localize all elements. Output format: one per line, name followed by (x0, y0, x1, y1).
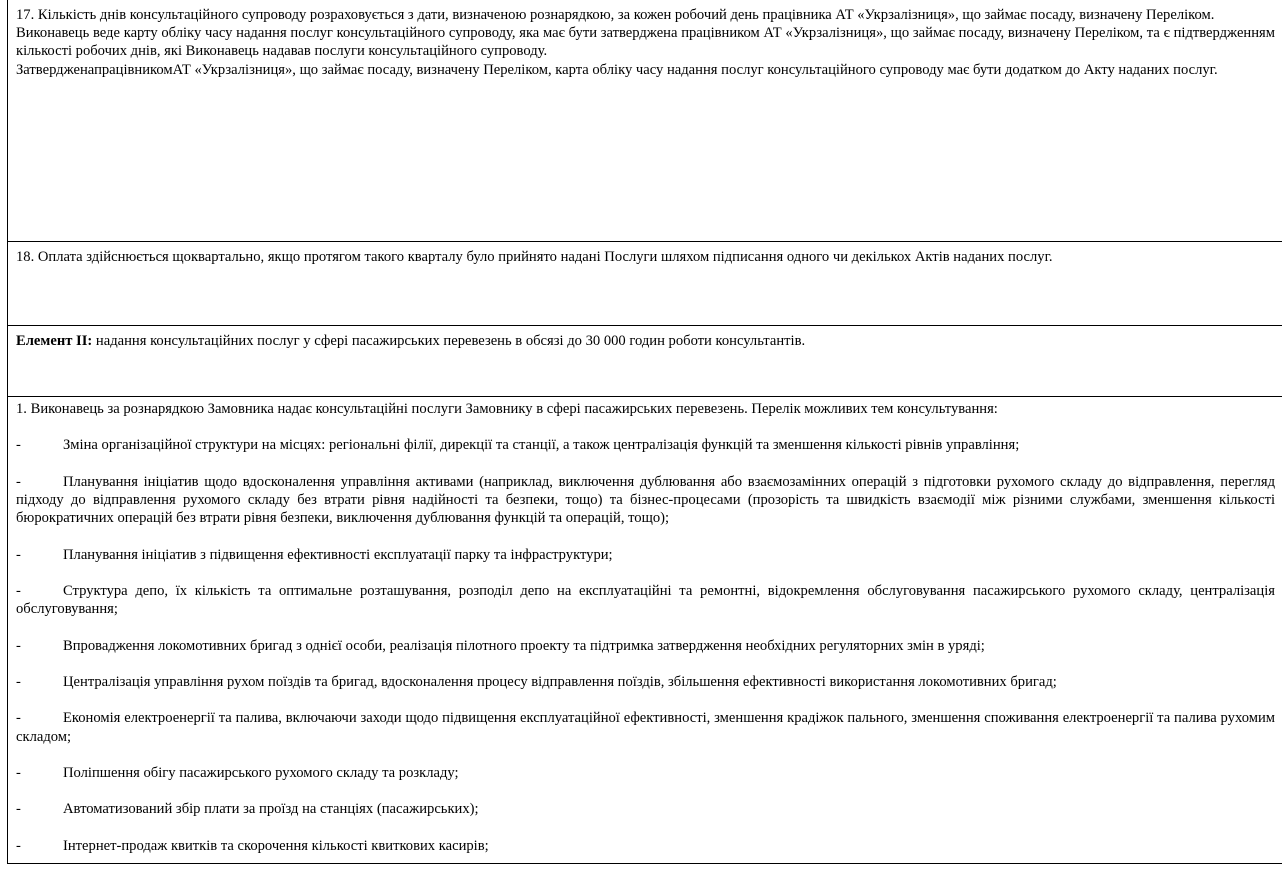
list-item (16, 436, 1275, 454)
list-item-text: Централізація управління рухом поїздів та бригад, вдосконалення процесу відправлення поїздів, збільшення ефективності використання локомотивних бригад; (63, 673, 1057, 690)
list-dash: - (16, 473, 21, 490)
list-item-text: Економія електроенергії та палива, включаючи заходи щодо підвищення експлуатаційної ефективності, зменшення крадіжок пального, зменшення споживання електроенергії та палива рухомим складом; (16, 710, 1275, 745)
list-item-text: Впровадження локомотивних бригад з однієї особи, реалізація пілотного проекту та підтримка затвердження необхідних регуляторних змін в уряді; (63, 637, 985, 654)
element-2-cell (8, 326, 1282, 397)
list-dash: - (16, 437, 21, 454)
list-dash: - (16, 801, 21, 818)
list-item-text: Автоматизований збір плати за проїзд на станціях (пасажирських); (63, 801, 479, 818)
list-item (16, 837, 1275, 855)
list-dash: - (16, 764, 21, 781)
list-dash: - (16, 582, 21, 599)
document-table (7, 0, 1282, 864)
list-item-text: Зміна організаційної структури на місцях: регіональні філії, дирекції та станції, а також централізація функцій та зменшення кількості рівнів управління; (63, 437, 1020, 454)
element-2-heading (16, 332, 1275, 350)
clause-17-cell (8, 0, 1282, 242)
list-item (16, 800, 1275, 818)
list-item (16, 764, 1275, 782)
clause-17-paragraph-3: ЗатвердженапрацівникомАТ «Укрзалізниця», що займає посаду, визначену Переліком, карта обліку часу надання послуг консультаційного супроводу має бути додатком до Акту наданих послуг. (16, 61, 1218, 78)
list-item (16, 582, 1275, 618)
consulting-topics-cell (8, 397, 1282, 864)
clause-17-paragraph-2: Виконавець веде карту обліку часу надання послуг консультаційного супроводу, яка має бути затверджена працівником АТ «Укрзалізниця», що займає посаду, визначену Переліком, та є підтвердженням кількості робочих днів, які Виконавець надавав послуги консультаційного супроводу. (16, 25, 1275, 60)
list-item (16, 473, 1275, 528)
list-item (16, 709, 1275, 745)
clause-18-text: 18. Оплата здійснюється щоквартально, якщо протягом такого кварталу було прийнято надані Послуги шляхом підписання одного чи декількох Актів наданих послуг. (16, 249, 1053, 265)
list-dash: - (16, 546, 21, 563)
list-item (16, 637, 1275, 655)
element-2-label: Елемент ІІ: (16, 333, 93, 349)
list-dash: - (16, 637, 21, 654)
list-item-text: Планування ініціатив щодо вдосконалення управління активами (наприклад, виключення дублювання або взаємозамінних операцій з підготовки рухомого складу до відправлення, перегляд підходу до відправлення рухомого складу без втрати рівня надійності та безпеки, тощо) та бізнес-процесами (прозорість та швидкість взаємодії між різними службами, зменшення кількості бюрократичних операцій без втрати рівня безпеки, виключення дублювання функцій та операцій, тощо); (16, 473, 1275, 527)
clause-17-paragraph-1: 17. Кількість днів консультаційного супроводу розраховується з дати, визначеною рознарядкою, за кожен робочий день працівника АТ «Укрзалізниця», що займає посаду, визначену Переліком. (16, 7, 1215, 23)
list-item (16, 673, 1275, 691)
list-dash: - (16, 673, 21, 690)
list-item-text: Структура депо, їх кількість та оптимальне розташування, розподіл депо на експлуатаційні та ремонтні, відокремлення обслуговування пасажирського рухомого складу, централізація обслуговування; (16, 582, 1275, 618)
list-item (16, 546, 1275, 564)
list-item-text: Інтернет-продаж квитків та скорочення кількості квиткових касирів; (63, 837, 489, 854)
list-item-text: Планування ініціатив з підвищення ефективності експлуатації парку та інфраструктури; (63, 546, 613, 563)
consulting-topics-intro: 1. Виконавець за рознарядкою Замовника надає консультаційні послуги Замовнику в сфері пасажирських перевезень. Перелік можливих тем консультування: (16, 401, 998, 417)
clause-18-cell (8, 242, 1282, 326)
element-2-description: надання консультаційних послуг у сфері пасажирських перевезень в обсязі до 30 000 годин роботи консультантів. (92, 333, 806, 349)
list-dash: - (16, 837, 21, 854)
list-item-text: Поліпшення обігу пасажирського рухомого складу та розкладу; (63, 764, 459, 781)
list-dash: - (16, 710, 21, 727)
